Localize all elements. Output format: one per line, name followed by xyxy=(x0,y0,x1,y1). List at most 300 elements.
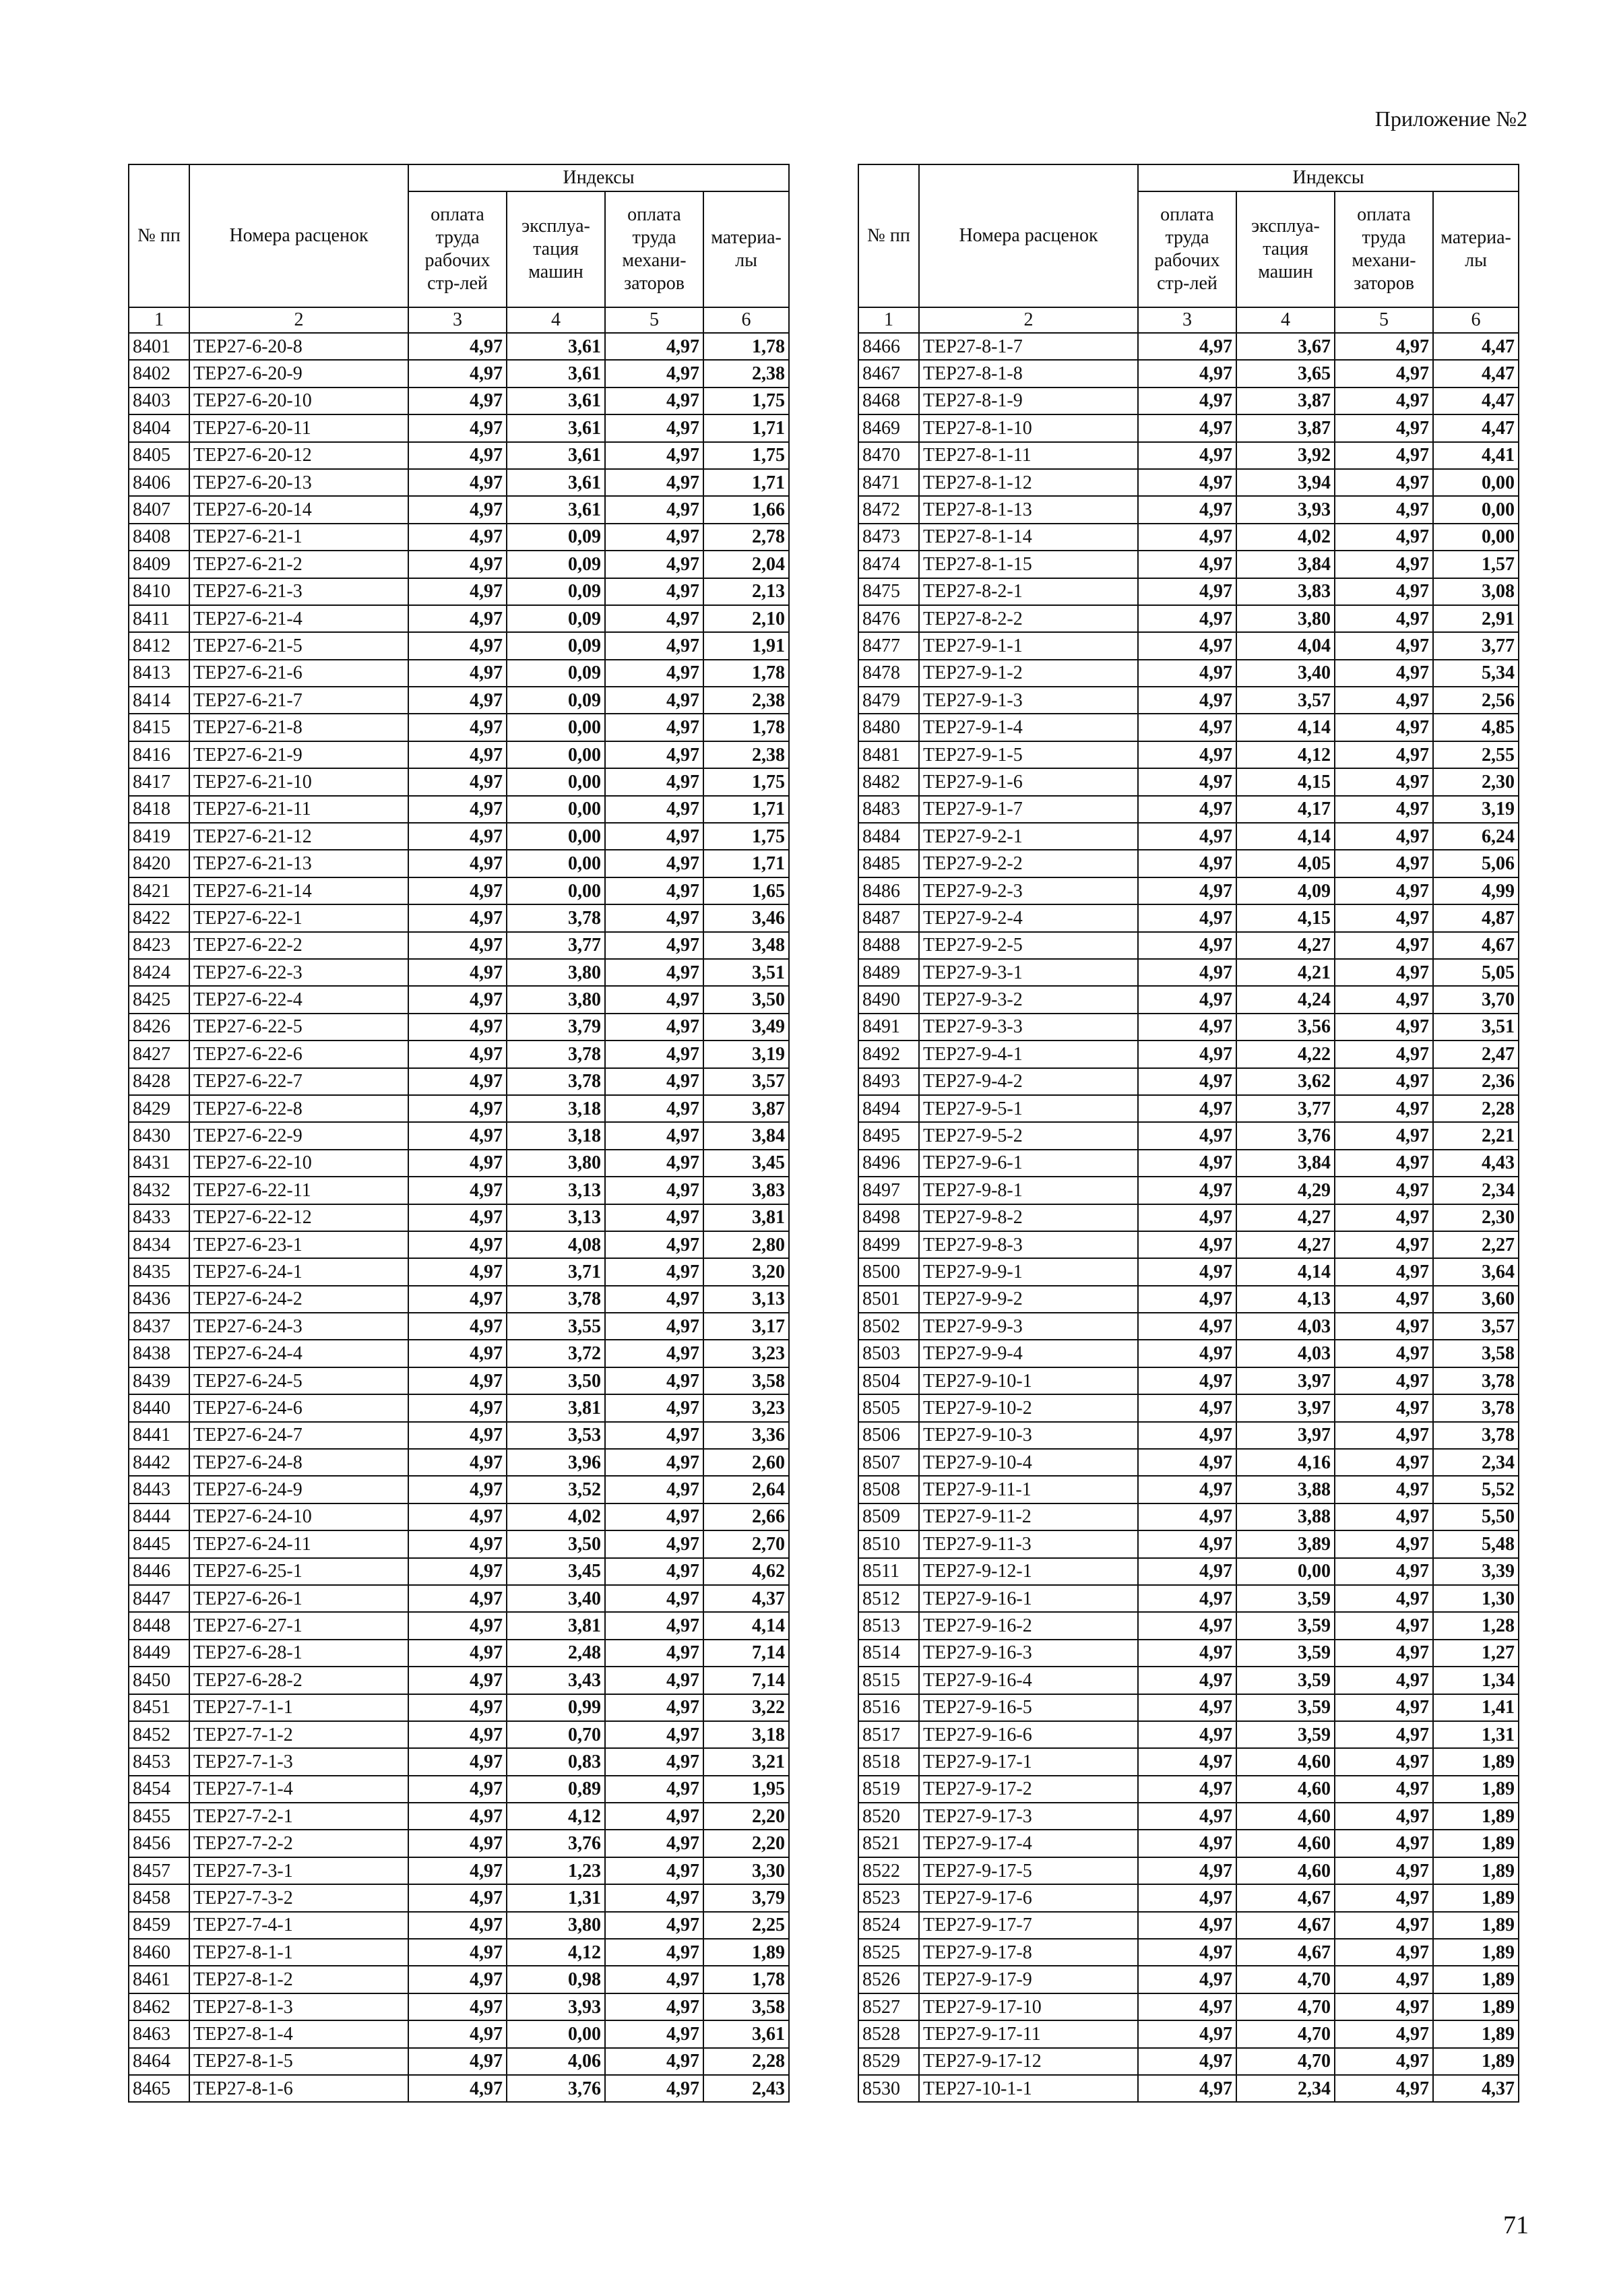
column-number: 6 xyxy=(703,307,789,333)
materials-index: 5,52 xyxy=(1433,1476,1519,1503)
rate-code: ТЕР27-9-2-5 xyxy=(919,932,1138,959)
rate-code: ТЕР27-8-1-14 xyxy=(919,524,1138,551)
machine-index: 4,05 xyxy=(1236,850,1335,877)
header-labor-cost: оплата труда рабочих стр-лей xyxy=(408,191,507,307)
table-row xyxy=(858,1912,1519,1939)
machine-index: 4,27 xyxy=(1236,932,1335,959)
table-row xyxy=(858,687,1519,714)
labor-index: 4,97 xyxy=(408,823,507,850)
labor-index: 4,97 xyxy=(1138,1449,1236,1476)
rate-code: ТЕР27-9-17-1 xyxy=(919,1748,1138,1775)
table-row xyxy=(129,1585,789,1612)
materials-index: 3,49 xyxy=(703,1014,789,1041)
row-number: 8494 xyxy=(858,1095,919,1122)
rate-code: ТЕР27-7-2-1 xyxy=(189,1803,408,1830)
labor-index: 4,97 xyxy=(1138,496,1236,523)
machine-index: 4,13 xyxy=(1236,1286,1335,1313)
operator-index: 4,97 xyxy=(605,904,703,931)
table-row xyxy=(858,1095,1519,1122)
materials-index: 1,41 xyxy=(1433,1694,1519,1721)
labor-index: 4,97 xyxy=(1138,741,1236,768)
rate-code: ТЕР27-9-2-2 xyxy=(919,850,1138,877)
table-row xyxy=(858,496,1519,523)
materials-index: 3,23 xyxy=(703,1340,789,1367)
operator-index: 4,97 xyxy=(1335,1694,1433,1721)
header-indices-group: Индексы xyxy=(408,164,789,191)
labor-index: 4,97 xyxy=(1138,524,1236,551)
operator-index: 4,97 xyxy=(605,1122,703,1149)
operator-index: 4,97 xyxy=(1335,1313,1433,1340)
materials-index: 4,14 xyxy=(703,1612,789,1639)
rate-code: ТЕР27-9-8-1 xyxy=(919,1177,1138,1204)
materials-index: 1,57 xyxy=(1433,551,1519,578)
labor-index: 4,97 xyxy=(1138,469,1236,496)
labor-index: 4,97 xyxy=(408,768,507,795)
header-operator-labor: оплата труда механи-заторов xyxy=(1335,191,1433,307)
materials-index: 3,51 xyxy=(703,959,789,986)
machine-index: 3,59 xyxy=(1236,1694,1335,1721)
labor-index: 4,97 xyxy=(1138,932,1236,959)
operator-index: 4,97 xyxy=(1335,1776,1433,1803)
labor-index: 4,97 xyxy=(1138,1122,1236,1149)
operator-index: 4,97 xyxy=(605,1014,703,1041)
row-number: 8458 xyxy=(129,1884,189,1911)
rate-code: ТЕР27-8-1-13 xyxy=(919,496,1138,523)
column-number: 4 xyxy=(1236,307,1335,333)
row-number: 8456 xyxy=(129,1830,189,1857)
labor-index: 4,97 xyxy=(1138,360,1236,387)
labor-index: 4,97 xyxy=(408,1912,507,1939)
labor-index: 4,97 xyxy=(408,687,507,714)
materials-index: 3,20 xyxy=(703,1258,789,1285)
rate-code: ТЕР27-6-21-12 xyxy=(189,823,408,850)
table-row xyxy=(858,1122,1519,1149)
labor-index: 4,97 xyxy=(1138,850,1236,877)
operator-index: 4,97 xyxy=(1335,1667,1433,1694)
machine-index: 3,18 xyxy=(507,1122,605,1149)
row-number: 8503 xyxy=(858,1340,919,1367)
page-number: 71 xyxy=(1503,2211,1529,2239)
labor-index: 4,97 xyxy=(408,1041,507,1067)
machine-index: 0,00 xyxy=(1236,1558,1335,1585)
labor-index: 4,97 xyxy=(1138,986,1236,1013)
machine-index: 4,02 xyxy=(1236,524,1335,551)
table-row xyxy=(129,796,789,823)
row-number: 8427 xyxy=(129,1041,189,1067)
row-number: 8402 xyxy=(129,360,189,387)
rate-code: ТЕР27-9-17-6 xyxy=(919,1884,1138,1911)
machine-index: 0,00 xyxy=(507,823,605,850)
materials-index: 2,34 xyxy=(1433,1449,1519,1476)
machine-index: 0,09 xyxy=(507,660,605,687)
machine-index: 4,14 xyxy=(1236,714,1335,741)
operator-index: 4,97 xyxy=(605,1095,703,1122)
table-row xyxy=(858,1150,1519,1177)
materials-index: 2,21 xyxy=(1433,1122,1519,1149)
rate-code: ТЕР27-9-10-1 xyxy=(919,1367,1138,1394)
machine-index: 0,00 xyxy=(507,850,605,877)
table-row xyxy=(129,1367,789,1394)
column-number: 1 xyxy=(858,307,919,333)
machine-index: 4,70 xyxy=(1236,2020,1335,2047)
labor-index: 4,97 xyxy=(408,959,507,986)
labor-index: 4,97 xyxy=(1138,1585,1236,1612)
table-row xyxy=(129,1966,789,1993)
header-num: № пп xyxy=(858,164,919,307)
rate-code: ТЕР27-9-17-10 xyxy=(919,1993,1138,2020)
machine-index: 3,76 xyxy=(1236,1122,1335,1149)
materials-index: 3,18 xyxy=(703,1721,789,1748)
table-row xyxy=(858,1939,1519,1966)
labor-index: 4,97 xyxy=(408,932,507,959)
rate-code: ТЕР27-6-21-7 xyxy=(189,687,408,714)
operator-index: 4,97 xyxy=(605,959,703,986)
operator-index: 4,97 xyxy=(1335,1558,1433,1585)
table-row xyxy=(129,1095,789,1122)
materials-index: 1,75 xyxy=(703,442,789,469)
operator-index: 4,97 xyxy=(605,1640,703,1667)
machine-index: 0,09 xyxy=(507,551,605,578)
labor-index: 4,97 xyxy=(1138,605,1236,632)
table-row xyxy=(129,551,789,578)
rate-code: ТЕР27-9-3-1 xyxy=(919,959,1138,986)
row-number: 8461 xyxy=(129,1966,189,1993)
operator-index: 4,97 xyxy=(605,986,703,1013)
header-materials: материа-лы xyxy=(1433,191,1519,307)
rate-code: ТЕР27-6-21-6 xyxy=(189,660,408,687)
machine-index: 3,55 xyxy=(507,1313,605,1340)
machine-index: 3,67 xyxy=(1236,333,1335,360)
operator-index: 4,97 xyxy=(605,442,703,469)
row-number: 8473 xyxy=(858,524,919,551)
machine-index: 3,88 xyxy=(1236,1503,1335,1530)
row-number: 8510 xyxy=(858,1530,919,1557)
operator-index: 4,97 xyxy=(605,932,703,959)
row-number: 8468 xyxy=(858,387,919,414)
machine-index: 3,81 xyxy=(507,1394,605,1421)
machine-index: 3,97 xyxy=(1236,1422,1335,1449)
row-number: 8476 xyxy=(858,605,919,632)
materials-index: 5,05 xyxy=(1433,959,1519,986)
table-row xyxy=(858,605,1519,632)
labor-index: 4,97 xyxy=(1138,1721,1236,1748)
labor-index: 4,97 xyxy=(408,1150,507,1177)
table-row xyxy=(858,1231,1519,1258)
row-number: 8474 xyxy=(858,551,919,578)
table-row xyxy=(858,1204,1519,1231)
column-number: 5 xyxy=(1335,307,1433,333)
rate-code: ТЕР27-6-24-10 xyxy=(189,1503,408,1530)
rate-code: ТЕР27-9-2-1 xyxy=(919,823,1138,850)
labor-index: 4,97 xyxy=(408,1122,507,1149)
row-number: 8507 xyxy=(858,1449,919,1476)
machine-index: 3,94 xyxy=(1236,469,1335,496)
row-number: 8525 xyxy=(858,1939,919,1966)
labor-index: 4,97 xyxy=(1138,823,1236,850)
materials-index: 1,78 xyxy=(703,714,789,741)
rate-code: ТЕР27-8-1-1 xyxy=(189,1939,408,1966)
row-number: 8448 xyxy=(129,1612,189,1639)
operator-index: 4,97 xyxy=(1335,632,1433,659)
row-number: 8445 xyxy=(129,1530,189,1557)
materials-index: 1,28 xyxy=(1433,1612,1519,1639)
table-row xyxy=(858,1857,1519,1884)
table-row xyxy=(129,904,789,931)
labor-index: 4,97 xyxy=(1138,2020,1236,2047)
rate-code: ТЕР27-9-16-1 xyxy=(919,1585,1138,1612)
rate-code: ТЕР27-6-24-7 xyxy=(189,1422,408,1449)
rate-code: ТЕР27-9-17-3 xyxy=(919,1803,1138,1830)
rate-code: ТЕР27-9-17-4 xyxy=(919,1830,1138,1857)
rate-code: ТЕР27-9-11-1 xyxy=(919,1476,1138,1503)
materials-index: 2,13 xyxy=(703,578,789,605)
operator-index: 4,97 xyxy=(605,850,703,877)
machine-index: 3,61 xyxy=(507,414,605,441)
rate-code: ТЕР27-9-1-2 xyxy=(919,660,1138,687)
machine-index: 1,31 xyxy=(507,1884,605,1911)
row-number: 8414 xyxy=(129,687,189,714)
table-row xyxy=(858,1966,1519,1993)
row-number: 8470 xyxy=(858,442,919,469)
operator-index: 4,97 xyxy=(1335,2075,1433,2102)
operator-index: 4,97 xyxy=(605,687,703,714)
materials-index: 1,75 xyxy=(703,823,789,850)
machine-index: 3,61 xyxy=(507,496,605,523)
rate-code: ТЕР27-9-11-2 xyxy=(919,1503,1138,1530)
machine-index: 3,71 xyxy=(507,1258,605,1285)
operator-index: 4,97 xyxy=(605,1367,703,1394)
operator-index: 4,97 xyxy=(605,714,703,741)
labor-index: 4,97 xyxy=(1138,714,1236,741)
machine-index: 0,83 xyxy=(507,1748,605,1775)
row-number: 8526 xyxy=(858,1966,919,1993)
materials-index: 1,89 xyxy=(1433,2020,1519,2047)
rate-code: ТЕР27-6-23-1 xyxy=(189,1231,408,1258)
machine-index: 4,02 xyxy=(507,1503,605,1530)
operator-index: 4,97 xyxy=(1335,1939,1433,1966)
row-number: 8442 xyxy=(129,1449,189,1476)
operator-index: 4,97 xyxy=(1335,1966,1433,1993)
operator-index: 4,97 xyxy=(605,1177,703,1204)
machine-index: 2,34 xyxy=(1236,2075,1335,2102)
labor-index: 4,97 xyxy=(408,850,507,877)
materials-index: 3,58 xyxy=(703,1367,789,1394)
header-machine-operation: эксплуа-тация машин xyxy=(1236,191,1335,307)
row-number: 8409 xyxy=(129,551,189,578)
rate-code: ТЕР27-6-21-8 xyxy=(189,714,408,741)
row-number: 8521 xyxy=(858,1830,919,1857)
table-row xyxy=(129,1286,789,1313)
labor-index: 4,97 xyxy=(1138,1286,1236,1313)
rate-code: ТЕР27-9-11-3 xyxy=(919,1530,1138,1557)
row-number: 8478 xyxy=(858,660,919,687)
materials-index: 2,25 xyxy=(703,1912,789,1939)
machine-index: 3,61 xyxy=(507,360,605,387)
table-row xyxy=(129,2020,789,2047)
table-row xyxy=(129,741,789,768)
labor-index: 4,97 xyxy=(1138,1014,1236,1041)
rate-code: ТЕР27-6-24-3 xyxy=(189,1313,408,1340)
machine-index: 3,61 xyxy=(507,469,605,496)
rate-code: ТЕР27-7-1-3 xyxy=(189,1748,408,1775)
labor-index: 4,97 xyxy=(1138,1748,1236,1775)
machine-index: 4,14 xyxy=(1236,1258,1335,1285)
operator-index: 4,97 xyxy=(1335,1993,1433,2020)
materials-index: 1,71 xyxy=(703,469,789,496)
table-row xyxy=(129,823,789,850)
row-number: 8449 xyxy=(129,1640,189,1667)
row-number: 8479 xyxy=(858,687,919,714)
machine-index: 0,09 xyxy=(507,687,605,714)
labor-index: 4,97 xyxy=(408,1857,507,1884)
labor-index: 4,97 xyxy=(1138,1367,1236,1394)
materials-index: 1,27 xyxy=(1433,1640,1519,1667)
table-row xyxy=(129,1857,789,1884)
machine-index: 4,60 xyxy=(1236,1830,1335,1857)
rate-code: ТЕР27-6-21-11 xyxy=(189,796,408,823)
table-row xyxy=(129,1640,789,1667)
row-number: 8462 xyxy=(129,1993,189,2020)
rate-code: ТЕР27-9-16-6 xyxy=(919,1721,1138,1748)
rate-code: ТЕР27-9-2-4 xyxy=(919,904,1138,931)
rate-code: ТЕР27-8-1-11 xyxy=(919,442,1138,469)
row-number: 8518 xyxy=(858,1748,919,1775)
labor-index: 4,97 xyxy=(408,1231,507,1258)
table-row xyxy=(858,360,1519,387)
row-number: 8436 xyxy=(129,1286,189,1313)
rate-code: ТЕР27-6-22-11 xyxy=(189,1177,408,1204)
row-number: 8469 xyxy=(858,414,919,441)
row-number: 8450 xyxy=(129,1667,189,1694)
operator-index: 4,97 xyxy=(1335,1857,1433,1884)
operator-index: 4,97 xyxy=(1335,1014,1433,1041)
row-number: 8487 xyxy=(858,904,919,931)
rate-code: ТЕР27-6-20-11 xyxy=(189,414,408,441)
column-number: 5 xyxy=(605,307,703,333)
table-row xyxy=(129,1776,789,1803)
labor-index: 4,97 xyxy=(1138,1068,1236,1095)
operator-index: 4,97 xyxy=(1335,1177,1433,1204)
operator-index: 4,97 xyxy=(1335,660,1433,687)
table-row xyxy=(858,1884,1519,1911)
labor-index: 4,97 xyxy=(1138,959,1236,986)
machine-index: 3,80 xyxy=(1236,605,1335,632)
materials-index: 3,08 xyxy=(1433,578,1519,605)
labor-index: 4,97 xyxy=(408,524,507,551)
machine-index: 4,15 xyxy=(1236,768,1335,795)
right-table-container xyxy=(858,164,1517,2103)
materials-index: 2,30 xyxy=(1433,768,1519,795)
labor-index: 4,97 xyxy=(408,1721,507,1748)
table-row xyxy=(129,1177,789,1204)
rate-code: ТЕР27-6-21-3 xyxy=(189,578,408,605)
machine-index: 3,76 xyxy=(507,2075,605,2102)
rate-code: ТЕР27-6-22-8 xyxy=(189,1095,408,1122)
materials-index: 3,21 xyxy=(703,1748,789,1775)
table-row xyxy=(129,850,789,877)
operator-index: 4,97 xyxy=(1335,1041,1433,1067)
header-operator-labor: оплата труда механи-заторов xyxy=(605,191,703,307)
row-number: 8515 xyxy=(858,1667,919,1694)
labor-index: 4,97 xyxy=(408,1177,507,1204)
table-row xyxy=(858,1313,1519,1340)
materials-index: 1,31 xyxy=(1433,1721,1519,1748)
materials-index: 2,04 xyxy=(703,551,789,578)
labor-index: 4,97 xyxy=(1138,632,1236,659)
machine-index: 3,59 xyxy=(1236,1640,1335,1667)
materials-index: 3,30 xyxy=(703,1857,789,1884)
row-number: 8434 xyxy=(129,1231,189,1258)
operator-index: 4,97 xyxy=(1335,442,1433,469)
table-row xyxy=(129,605,789,632)
operator-index: 4,97 xyxy=(605,1340,703,1367)
labor-index: 4,97 xyxy=(1138,1912,1236,1939)
labor-index: 4,97 xyxy=(1138,1993,1236,2020)
operator-index: 4,97 xyxy=(1335,496,1433,523)
operator-index: 4,97 xyxy=(605,605,703,632)
rate-code: ТЕР27-6-22-2 xyxy=(189,932,408,959)
operator-index: 4,97 xyxy=(1335,1150,1433,1177)
materials-index: 4,99 xyxy=(1433,877,1519,904)
operator-index: 4,97 xyxy=(605,1721,703,1748)
table-row xyxy=(858,387,1519,414)
materials-index: 4,85 xyxy=(1433,714,1519,741)
materials-index: 3,57 xyxy=(1433,1313,1519,1340)
labor-index: 4,97 xyxy=(408,632,507,659)
header-indices-group: Индексы xyxy=(1138,164,1519,191)
table-row xyxy=(129,660,789,687)
row-number: 8509 xyxy=(858,1503,919,1530)
materials-index: 1,89 xyxy=(1433,1748,1519,1775)
table-row xyxy=(129,1503,789,1530)
materials-index: 1,89 xyxy=(1433,1939,1519,1966)
rate-code: ТЕР27-6-22-1 xyxy=(189,904,408,931)
rate-code: ТЕР27-9-5-1 xyxy=(919,1095,1138,1122)
labor-index: 4,97 xyxy=(408,360,507,387)
rate-code: ТЕР27-6-21-10 xyxy=(189,768,408,795)
rate-code: ТЕР27-6-22-12 xyxy=(189,1204,408,1231)
table-row xyxy=(858,1612,1519,1639)
table-row xyxy=(858,1667,1519,1694)
operator-index: 4,97 xyxy=(605,1068,703,1095)
labor-index: 4,97 xyxy=(1138,1830,1236,1857)
table-row xyxy=(129,1612,789,1639)
materials-index: 3,58 xyxy=(703,1993,789,2020)
rate-code: ТЕР27-9-17-9 xyxy=(919,1966,1138,1993)
machine-index: 3,83 xyxy=(1236,578,1335,605)
row-number: 8429 xyxy=(129,1095,189,1122)
row-number: 8498 xyxy=(858,1204,919,1231)
operator-index: 4,97 xyxy=(605,1912,703,1939)
materials-index: 3,19 xyxy=(703,1041,789,1067)
table-row xyxy=(129,414,789,441)
labor-index: 4,97 xyxy=(408,1966,507,1993)
machine-index: 4,60 xyxy=(1236,1748,1335,1775)
table-row xyxy=(858,932,1519,959)
table-row xyxy=(129,1204,789,1231)
materials-index: 4,62 xyxy=(703,1558,789,1585)
machine-index: 3,59 xyxy=(1236,1585,1335,1612)
machine-index: 3,92 xyxy=(1236,442,1335,469)
machine-index: 0,09 xyxy=(507,605,605,632)
header-code: Номера расценок xyxy=(919,164,1138,307)
table-row xyxy=(858,959,1519,986)
machine-index: 3,97 xyxy=(1236,1394,1335,1421)
table-row xyxy=(858,768,1519,795)
rate-code: ТЕР27-8-1-12 xyxy=(919,469,1138,496)
labor-index: 4,97 xyxy=(1138,768,1236,795)
machine-index: 4,04 xyxy=(1236,632,1335,659)
